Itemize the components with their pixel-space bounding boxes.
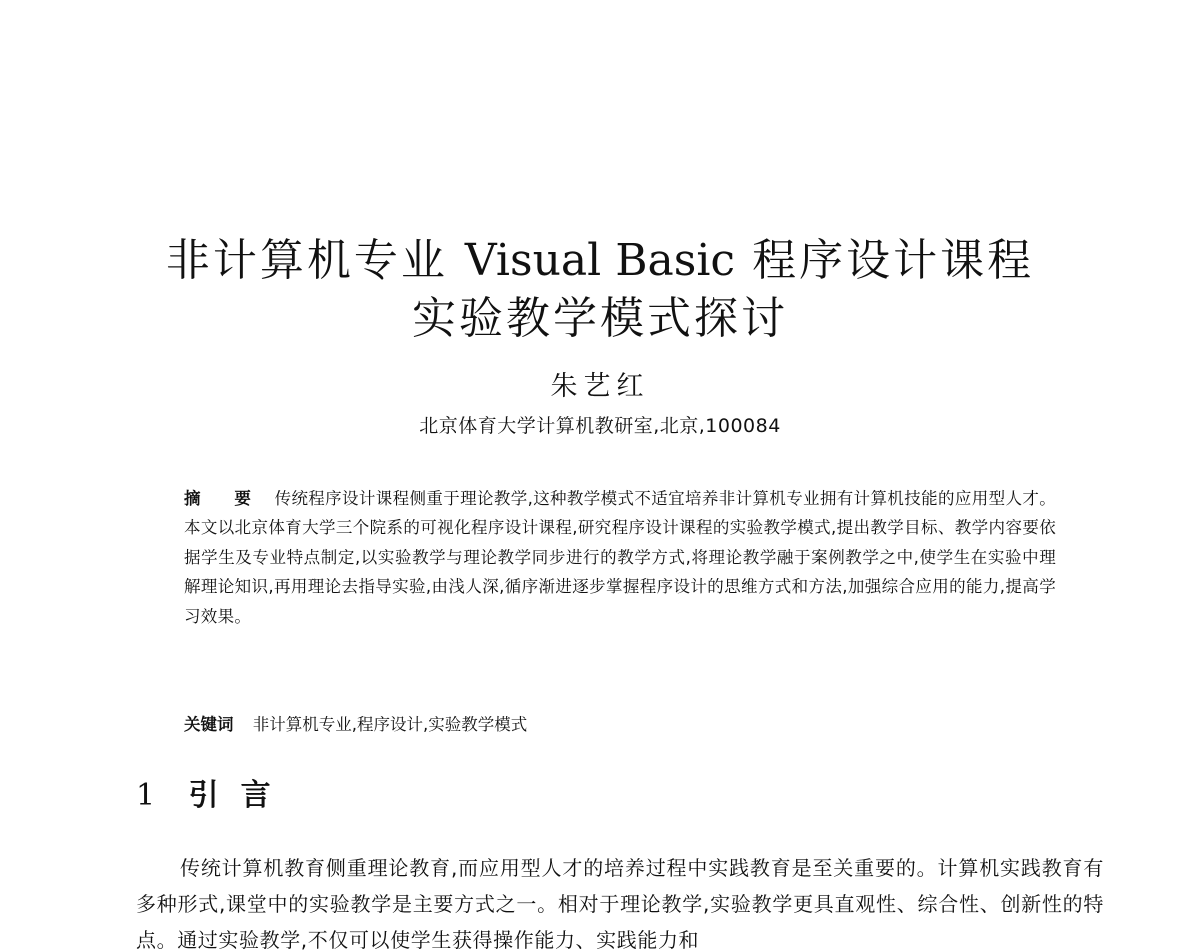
keywords-text: 非计算机专业,程序设计,实验教学模式 (252, 715, 528, 734)
abstract-text: 传统程序设计课程侧重于理论教学,这种教学模式不适宜培养非计算机专业拥有计算机技能的应用型人才。本文以北京体育大学三个院系的可视化程序设计课程,研究程序设计课程的实验教学模式,提出教学目标、教学内容要依据学生及专业特点制定,以实验教学与理论教学同步进行的教学方式,将理论教学融于案例教学之中,使学生在实验中理解理论知识,再用理论去指导实验,由浅人深,循序渐进逐步掌握程序设计的思维方式和方法,加强综合应用的能力,提高学习效果。 (184, 489, 1056, 626)
title-line-1-latin: Visual Basic (464, 235, 736, 286)
abstract (184, 484, 1056, 631)
author-name: 朱艺红 (550, 371, 650, 402)
keywords-label: 关键词 (184, 715, 234, 734)
abstract-label: 摘 要 (184, 489, 265, 508)
title-line-1-part-1: 非计算机专业 (165, 235, 448, 286)
paper-title (0, 232, 1200, 348)
section-body-paragraph: 传统计算机教育侧重理论教育,而应用型人才的培养过程中实践教育是至关重要的。计算机实践教育有多种形式,课堂中的实验教学是主要方式之一。相对于理论教学,实验教学更具直观性、综合性、创新性的特点。通过实验教学,不仅可以使学生获得操作能力、实践能力和 (136, 856, 1104, 952)
keywords (184, 711, 1056, 739)
title-line-2: 实验教学模式探讨 (412, 293, 788, 344)
title-line-1-part-2: 程序设计课程 (752, 235, 1035, 286)
author-affiliation: 北京体育大学计算机教研室,北京,100084 (419, 415, 781, 437)
section-heading-introduction (136, 776, 293, 816)
title-line-1 (0, 232, 1200, 290)
section-title: 引言 (188, 778, 293, 813)
section-number: 1 (136, 778, 156, 813)
